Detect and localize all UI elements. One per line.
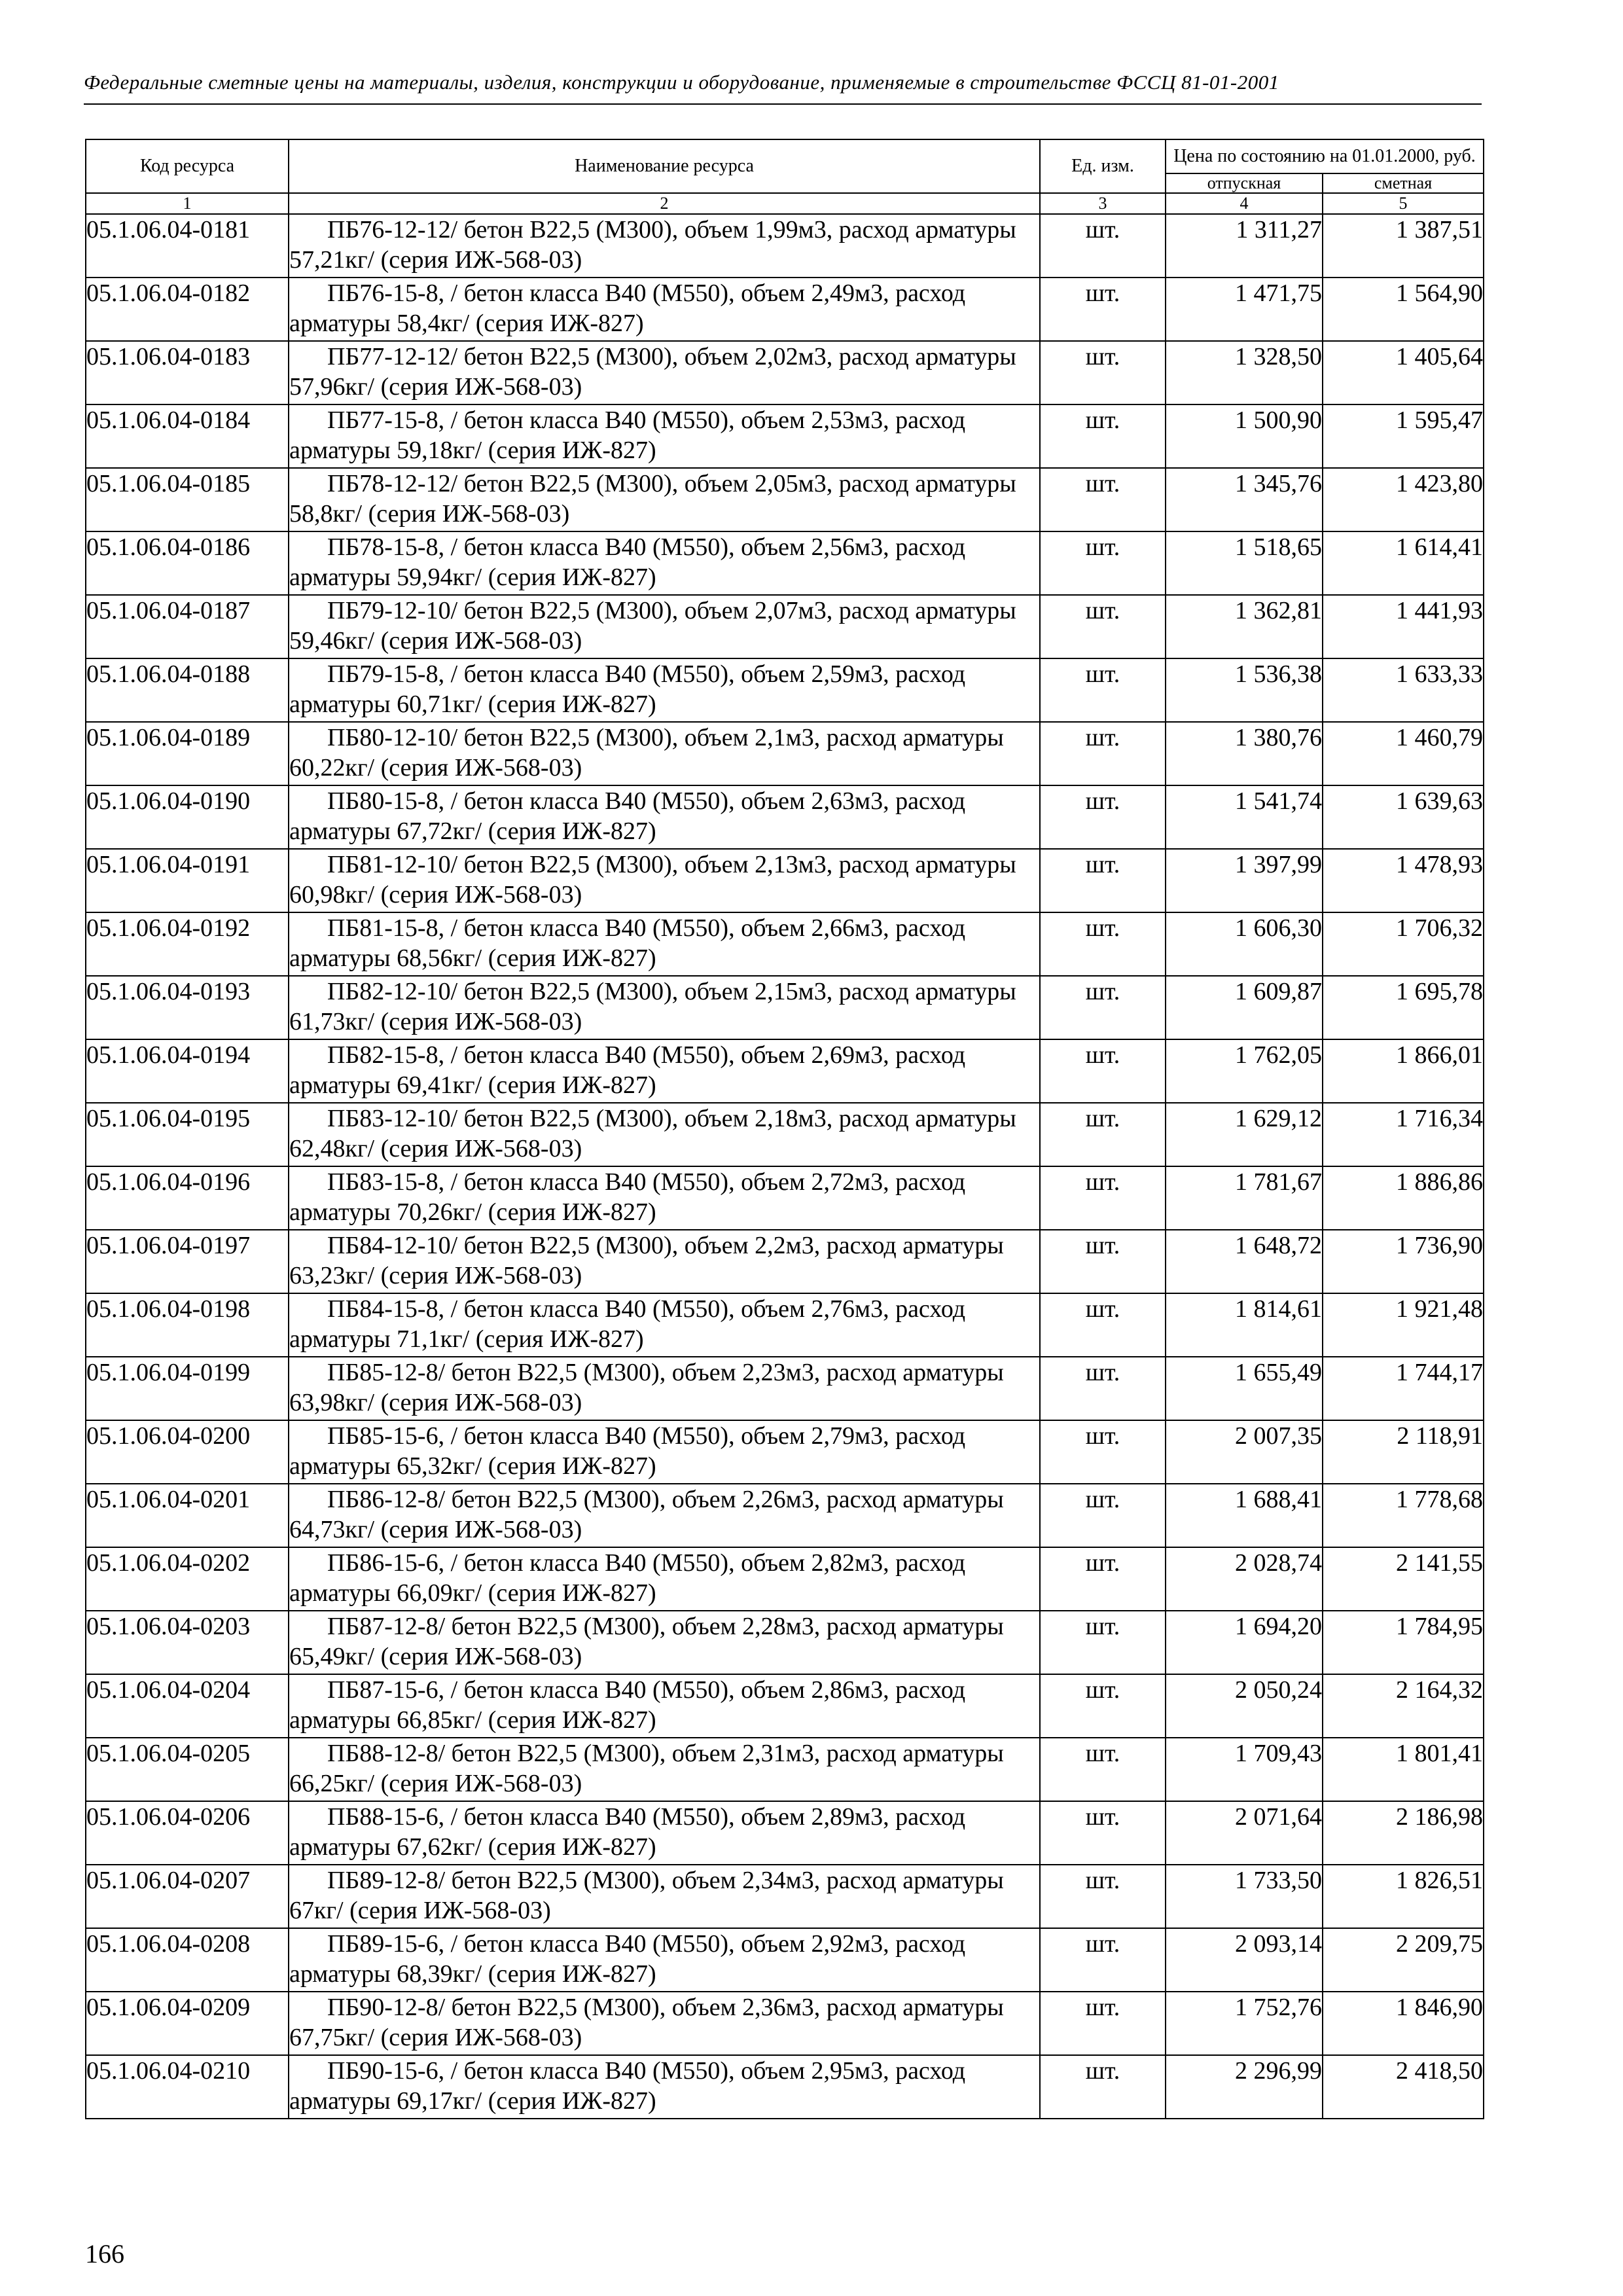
column-header-code: Код ресурса [86, 139, 289, 193]
resource-code-cell: 05.1.06.04-0204 [86, 1674, 289, 1738]
release-price-cell: 2 028,74 [1166, 1547, 1323, 1611]
estimate-price-cell: 1 706,32 [1323, 912, 1484, 976]
unit-cell: шт. [1040, 976, 1166, 1039]
table-row [86, 1166, 1484, 1230]
estimate-price-cell: 1 387,51 [1323, 214, 1484, 278]
column-number: 5 [1323, 193, 1484, 214]
resource-name-cell [289, 595, 1040, 658]
resource-code-cell: 05.1.06.04-0209 [86, 1992, 289, 2055]
resource-name-cell [289, 404, 1040, 468]
resource-name-text: ПБ84-12-10/ бетон В22,5 (М300), объем 2,2м3, расход арматуры 63,23кг/ (серия ИЖ-568-03) [289, 1232, 1004, 1289]
table-row [86, 912, 1484, 976]
column-number: 4 [1166, 193, 1323, 214]
release-price-cell: 1 536,38 [1166, 658, 1323, 722]
resource-name-text: ПБ76-15-8, / бетон класса В40 (М550), объем 2,49м3, расход арматуры 58,4кг/ (серия ИЖ-827) [289, 279, 966, 337]
resource-name-text: ПБ87-15-6, / бетон класса В40 (М550), объем 2,86м3, расход арматуры 66,85кг/ (серия ИЖ-827) [289, 1676, 966, 1734]
table-row [86, 1992, 1484, 2055]
resource-name-text: ПБ87-12-8/ бетон В22,5 (М300), объем 2,28м3, расход арматуры 65,49кг/ (серия ИЖ-568-03) [289, 1613, 1004, 1670]
resource-name-text: ПБ80-12-10/ бетон В22,5 (М300), объем 2,1м3, расход арматуры 60,22кг/ (серия ИЖ-568-03) [289, 724, 1004, 781]
resource-name-text: ПБ82-12-10/ бетон В22,5 (М300), объем 2,15м3, расход арматуры 61,73кг/ (серия ИЖ-568-03) [289, 978, 1016, 1035]
release-price-cell: 1 762,05 [1166, 1039, 1323, 1103]
table-row [86, 1611, 1484, 1674]
table-row [86, 1865, 1484, 1928]
resource-name-text: ПБ88-12-8/ бетон В22,5 (М300), объем 2,31м3, расход арматуры 66,25кг/ (серия ИЖ-568-03) [289, 1740, 1004, 1797]
unit-cell: шт. [1040, 1801, 1166, 1865]
unit-cell: шт. [1040, 1357, 1166, 1420]
resource-price-table [85, 139, 1484, 2119]
resource-name-text: ПБ90-15-6, / бетон класса В40 (М550), объем 2,95м3, расход арматуры 69,17кг/ (серия ИЖ-827) [289, 2057, 966, 2115]
resource-name-text: ПБ81-15-8, / бетон класса В40 (М550), объем 2,66м3, расход арматуры 68,56кг/ (серия ИЖ-827) [289, 914, 966, 972]
unit-cell: шт. [1040, 1674, 1166, 1738]
release-price-cell: 1 345,76 [1166, 468, 1323, 531]
unit-cell: шт. [1040, 278, 1166, 341]
column-header-estimate-price: сметная [1323, 173, 1484, 193]
unit-cell: шт. [1040, 1865, 1166, 1928]
resource-name-cell [289, 722, 1040, 785]
table-row [86, 1293, 1484, 1357]
estimate-price-cell: 1 778,68 [1323, 1484, 1484, 1547]
release-price-cell: 1 609,87 [1166, 976, 1323, 1039]
unit-cell: шт. [1040, 1039, 1166, 1103]
column-number: 2 [289, 193, 1040, 214]
estimate-price-cell: 1 846,90 [1323, 1992, 1484, 2055]
resource-name-text: ПБ76-12-12/ бетон В22,5 (М300), объем 1,99м3, расход арматуры 57,21кг/ (серия ИЖ-568-03) [289, 216, 1016, 274]
table-row [86, 1674, 1484, 1738]
estimate-price-cell: 1 866,01 [1323, 1039, 1484, 1103]
resource-name-cell [289, 1801, 1040, 1865]
resource-code-cell: 05.1.06.04-0194 [86, 1039, 289, 1103]
resource-name-cell [289, 1611, 1040, 1674]
resource-name-cell [289, 658, 1040, 722]
table-row [86, 2055, 1484, 2119]
unit-cell: шт. [1040, 912, 1166, 976]
estimate-price-cell: 1 478,93 [1323, 849, 1484, 912]
release-price-cell: 1 311,27 [1166, 214, 1323, 278]
resource-name-cell [289, 278, 1040, 341]
estimate-price-cell: 1 886,86 [1323, 1166, 1484, 1230]
column-header-release-price: отпускная [1166, 173, 1323, 193]
column-number: 3 [1040, 193, 1166, 214]
unit-cell: шт. [1040, 1230, 1166, 1293]
table-row [86, 595, 1484, 658]
unit-cell: шт. [1040, 531, 1166, 595]
estimate-price-cell: 2 209,75 [1323, 1928, 1484, 1992]
unit-cell: шт. [1040, 1611, 1166, 1674]
unit-cell: шт. [1040, 404, 1166, 468]
resource-name-text: ПБ79-15-8, / бетон класса В40 (М550), объем 2,59м3, расход арматуры 60,71кг/ (серия ИЖ-827) [289, 660, 966, 718]
table-row [86, 341, 1484, 404]
release-price-cell: 1 781,67 [1166, 1166, 1323, 1230]
estimate-price-cell: 1 633,33 [1323, 658, 1484, 722]
release-price-cell: 2 093,14 [1166, 1928, 1323, 1992]
resource-name-cell [289, 1420, 1040, 1484]
resource-name-text: ПБ85-15-6, / бетон класса В40 (М550), объем 2,79м3, расход арматуры 65,32кг/ (серия ИЖ-827) [289, 1422, 966, 1480]
unit-cell: шт. [1040, 658, 1166, 722]
estimate-price-cell: 2 186,98 [1323, 1801, 1484, 1865]
unit-cell: шт. [1040, 1992, 1166, 2055]
release-price-cell: 1 814,61 [1166, 1293, 1323, 1357]
unit-cell: шт. [1040, 595, 1166, 658]
resource-code-cell: 05.1.06.04-0210 [86, 2055, 289, 2119]
unit-cell: шт. [1040, 1547, 1166, 1611]
resource-code-cell: 05.1.06.04-0196 [86, 1166, 289, 1230]
resource-name-text: ПБ83-15-8, / бетон класса В40 (М550), объем 2,72м3, расход арматуры 70,26кг/ (серия ИЖ-827) [289, 1168, 966, 1226]
resource-code-cell: 05.1.06.04-0191 [86, 849, 289, 912]
unit-cell: шт. [1040, 785, 1166, 849]
release-price-cell: 1 471,75 [1166, 278, 1323, 341]
table-row [86, 849, 1484, 912]
resource-name-cell [289, 912, 1040, 976]
resource-name-cell [289, 2055, 1040, 2119]
page-number: 166 [85, 2239, 124, 2269]
unit-cell: шт. [1040, 1484, 1166, 1547]
resource-name-cell [289, 1230, 1040, 1293]
resource-code-cell: 05.1.06.04-0195 [86, 1103, 289, 1166]
release-price-cell: 1 648,72 [1166, 1230, 1323, 1293]
release-price-cell: 1 362,81 [1166, 595, 1323, 658]
table-row [86, 1547, 1484, 1611]
table-row [86, 658, 1484, 722]
release-price-cell: 1 752,76 [1166, 1992, 1323, 2055]
resource-name-text: ПБ86-12-8/ бетон В22,5 (М300), объем 2,26м3, расход арматуры 64,73кг/ (серия ИЖ-568-03) [289, 1486, 1004, 1543]
release-price-cell: 2 050,24 [1166, 1674, 1323, 1738]
estimate-price-cell: 1 744,17 [1323, 1357, 1484, 1420]
resource-code-cell: 05.1.06.04-0198 [86, 1293, 289, 1357]
release-price-cell: 1 694,20 [1166, 1611, 1323, 1674]
resource-code-cell: 05.1.06.04-0183 [86, 341, 289, 404]
unit-cell: шт. [1040, 849, 1166, 912]
table-row [86, 1420, 1484, 1484]
release-price-cell: 1 518,65 [1166, 531, 1323, 595]
resource-name-cell [289, 849, 1040, 912]
unit-cell: шт. [1040, 341, 1166, 404]
table-row [86, 278, 1484, 341]
release-price-cell: 1 328,50 [1166, 341, 1323, 404]
page-header-title: Федеральные сметные цены на материалы, изделия, конструкции и оборудование, применяемые в строительстве ФССЦ 81-01-2001 [84, 71, 1279, 94]
release-price-cell: 1 733,50 [1166, 1865, 1323, 1928]
resource-name-cell [289, 1166, 1040, 1230]
estimate-price-cell: 2 164,32 [1323, 1674, 1484, 1738]
table-row [86, 1484, 1484, 1547]
resource-name-cell [289, 1484, 1040, 1547]
resource-name-cell [289, 531, 1040, 595]
release-price-cell: 1 655,49 [1166, 1357, 1323, 1420]
release-price-cell: 1 688,41 [1166, 1484, 1323, 1547]
resource-name-text: ПБ83-12-10/ бетон В22,5 (М300), объем 2,18м3, расход арматуры 62,48кг/ (серия ИЖ-568-03) [289, 1105, 1016, 1162]
estimate-price-cell: 1 405,64 [1323, 341, 1484, 404]
resource-name-cell [289, 1674, 1040, 1738]
resource-name-cell [289, 1547, 1040, 1611]
estimate-price-cell: 1 614,41 [1323, 531, 1484, 595]
table-row [86, 1738, 1484, 1801]
estimate-price-cell: 1 639,63 [1323, 785, 1484, 849]
resource-code-cell: 05.1.06.04-0200 [86, 1420, 289, 1484]
resource-code-cell: 05.1.06.04-0185 [86, 468, 289, 531]
resource-name-cell [289, 468, 1040, 531]
table-row [86, 531, 1484, 595]
resource-code-cell: 05.1.06.04-0190 [86, 785, 289, 849]
resource-name-text: ПБ89-12-8/ бетон В22,5 (М300), объем 2,34м3, расход арматуры 67кг/ (серия ИЖ-568-03) [289, 1867, 1004, 1924]
resource-name-text: ПБ80-15-8, / бетон класса В40 (М550), объем 2,63м3, расход арматуры 67,72кг/ (серия ИЖ-827) [289, 787, 966, 845]
unit-cell: шт. [1040, 1420, 1166, 1484]
resource-code-cell: 05.1.06.04-0205 [86, 1738, 289, 1801]
resource-code-cell: 05.1.06.04-0181 [86, 214, 289, 278]
unit-cell: шт. [1040, 1928, 1166, 1992]
header-rule [84, 103, 1482, 105]
table-row [86, 976, 1484, 1039]
resource-name-cell [289, 1992, 1040, 2055]
estimate-price-cell: 1 441,93 [1323, 595, 1484, 658]
estimate-price-cell: 1 736,90 [1323, 1230, 1484, 1293]
table-row [86, 785, 1484, 849]
resource-name-cell [289, 1039, 1040, 1103]
estimate-price-cell: 1 460,79 [1323, 722, 1484, 785]
table-row [86, 1928, 1484, 1992]
resource-name-cell [289, 341, 1040, 404]
unit-cell: шт. [1040, 468, 1166, 531]
release-price-cell: 1 709,43 [1166, 1738, 1323, 1801]
estimate-price-cell: 1 801,41 [1323, 1738, 1484, 1801]
resource-code-cell: 05.1.06.04-0188 [86, 658, 289, 722]
resource-name-text: ПБ79-12-10/ бетон В22,5 (М300), объем 2,07м3, расход арматуры 59,46кг/ (серия ИЖ-568-03) [289, 597, 1016, 655]
resource-name-cell [289, 1103, 1040, 1166]
resource-name-text: ПБ78-15-8, / бетон класса В40 (М550), объем 2,56м3, расход арматуры 59,94кг/ (серия ИЖ-827) [289, 533, 966, 591]
resource-code-cell: 05.1.06.04-0208 [86, 1928, 289, 1992]
resource-code-cell: 05.1.06.04-0207 [86, 1865, 289, 1928]
estimate-price-cell: 2 141,55 [1323, 1547, 1484, 1611]
estimate-price-cell: 1 423,80 [1323, 468, 1484, 531]
column-header-unit: Ед. изм. [1040, 139, 1166, 193]
table-row [86, 1039, 1484, 1103]
table-row [86, 214, 1484, 278]
release-price-cell: 1 380,76 [1166, 722, 1323, 785]
resource-name-text: ПБ77-12-12/ бетон В22,5 (М300), объем 2,02м3, расход арматуры 57,96кг/ (серия ИЖ-568-03) [289, 343, 1016, 401]
table-row [86, 1357, 1484, 1420]
resource-code-cell: 05.1.06.04-0189 [86, 722, 289, 785]
estimate-price-cell: 2 418,50 [1323, 2055, 1484, 2119]
table-row [86, 1103, 1484, 1166]
column-header-name: Наименование ресурса [289, 139, 1040, 193]
resource-name-cell [289, 1865, 1040, 1928]
release-price-cell: 1 397,99 [1166, 849, 1323, 912]
release-price-cell: 1 606,30 [1166, 912, 1323, 976]
unit-cell: шт. [1040, 1738, 1166, 1801]
release-price-cell: 1 500,90 [1166, 404, 1323, 468]
resource-name-text: ПБ81-12-10/ бетон В22,5 (М300), объем 2,13м3, расход арматуры 60,98кг/ (серия ИЖ-568-03) [289, 851, 1016, 908]
resource-name-text: ПБ84-15-8, / бетон класса В40 (М550), объем 2,76м3, расход арматуры 71,1кг/ (серия ИЖ-827) [289, 1295, 966, 1353]
resource-name-cell [289, 976, 1040, 1039]
unit-cell: шт. [1040, 722, 1166, 785]
estimate-price-cell: 1 921,48 [1323, 1293, 1484, 1357]
unit-cell: шт. [1040, 1103, 1166, 1166]
resource-code-cell: 05.1.06.04-0184 [86, 404, 289, 468]
column-header-price-group: Цена по состоянию на 01.01.2000, руб. [1166, 139, 1484, 173]
resource-name-cell [289, 214, 1040, 278]
resource-code-cell: 05.1.06.04-0193 [86, 976, 289, 1039]
resource-code-cell: 05.1.06.04-0197 [86, 1230, 289, 1293]
estimate-price-cell: 1 695,78 [1323, 976, 1484, 1039]
resource-code-cell: 05.1.06.04-0192 [86, 912, 289, 976]
table-body [86, 214, 1484, 2119]
release-price-cell: 2 296,99 [1166, 2055, 1323, 2119]
column-number: 1 [86, 193, 289, 214]
resource-name-text: ПБ86-15-6, / бетон класса В40 (М550), объем 2,82м3, расход арматуры 66,09кг/ (серия ИЖ-827) [289, 1549, 966, 1607]
resource-code-cell: 05.1.06.04-0202 [86, 1547, 289, 1611]
unit-cell: шт. [1040, 214, 1166, 278]
resource-name-cell [289, 1738, 1040, 1801]
table-row [86, 404, 1484, 468]
estimate-price-cell: 2 118,91 [1323, 1420, 1484, 1484]
resource-name-text: ПБ85-12-8/ бетон В22,5 (М300), объем 2,23м3, расход арматуры 63,98кг/ (серия ИЖ-568-03) [289, 1359, 1004, 1416]
resource-code-cell: 05.1.06.04-0186 [86, 531, 289, 595]
resource-name-text: ПБ89-15-6, / бетон класса В40 (М550), объем 2,92м3, расход арматуры 68,39кг/ (серия ИЖ-827) [289, 1930, 966, 1988]
estimate-price-cell: 1 564,90 [1323, 278, 1484, 341]
resource-name-text: ПБ88-15-6, / бетон класса В40 (М550), объем 2,89м3, расход арматуры 67,62кг/ (серия ИЖ-827) [289, 1803, 966, 1861]
resource-name-text: ПБ90-12-8/ бетон В22,5 (М300), объем 2,36м3, расход арматуры 67,75кг/ (серия ИЖ-568-03) [289, 1994, 1004, 2051]
resource-code-cell: 05.1.06.04-0203 [86, 1611, 289, 1674]
unit-cell: шт. [1040, 1166, 1166, 1230]
table-row [86, 468, 1484, 531]
resource-code-cell: 05.1.06.04-0199 [86, 1357, 289, 1420]
resource-name-cell [289, 1293, 1040, 1357]
resource-name-cell [289, 1357, 1040, 1420]
estimate-price-cell: 1 826,51 [1323, 1865, 1484, 1928]
table-row [86, 722, 1484, 785]
resource-name-cell [289, 1928, 1040, 1992]
release-price-cell: 1 541,74 [1166, 785, 1323, 849]
unit-cell: шт. [1040, 2055, 1166, 2119]
table-row [86, 1230, 1484, 1293]
estimate-price-cell: 1 784,95 [1323, 1611, 1484, 1674]
resource-name-text: ПБ82-15-8, / бетон класса В40 (М550), объем 2,69м3, расход арматуры 69,41кг/ (серия ИЖ-827) [289, 1041, 966, 1099]
resource-name-text: ПБ77-15-8, / бетон класса В40 (М550), объем 2,53м3, расход арматуры 59,18кг/ (серия ИЖ-827) [289, 406, 966, 464]
estimate-price-cell: 1 716,34 [1323, 1103, 1484, 1166]
resource-code-cell: 05.1.06.04-0187 [86, 595, 289, 658]
unit-cell: шт. [1040, 1293, 1166, 1357]
release-price-cell: 1 629,12 [1166, 1103, 1323, 1166]
table-row [86, 1801, 1484, 1865]
resource-name-text: ПБ78-12-12/ бетон В22,5 (М300), объем 2,05м3, расход арматуры 58,8кг/ (серия ИЖ-568-03) [289, 470, 1016, 528]
resource-code-cell: 05.1.06.04-0182 [86, 278, 289, 341]
release-price-cell: 2 007,35 [1166, 1420, 1323, 1484]
release-price-cell: 2 071,64 [1166, 1801, 1323, 1865]
resource-name-cell [289, 785, 1040, 849]
resource-code-cell: 05.1.06.04-0201 [86, 1484, 289, 1547]
estimate-price-cell: 1 595,47 [1323, 404, 1484, 468]
resource-code-cell: 05.1.06.04-0206 [86, 1801, 289, 1865]
